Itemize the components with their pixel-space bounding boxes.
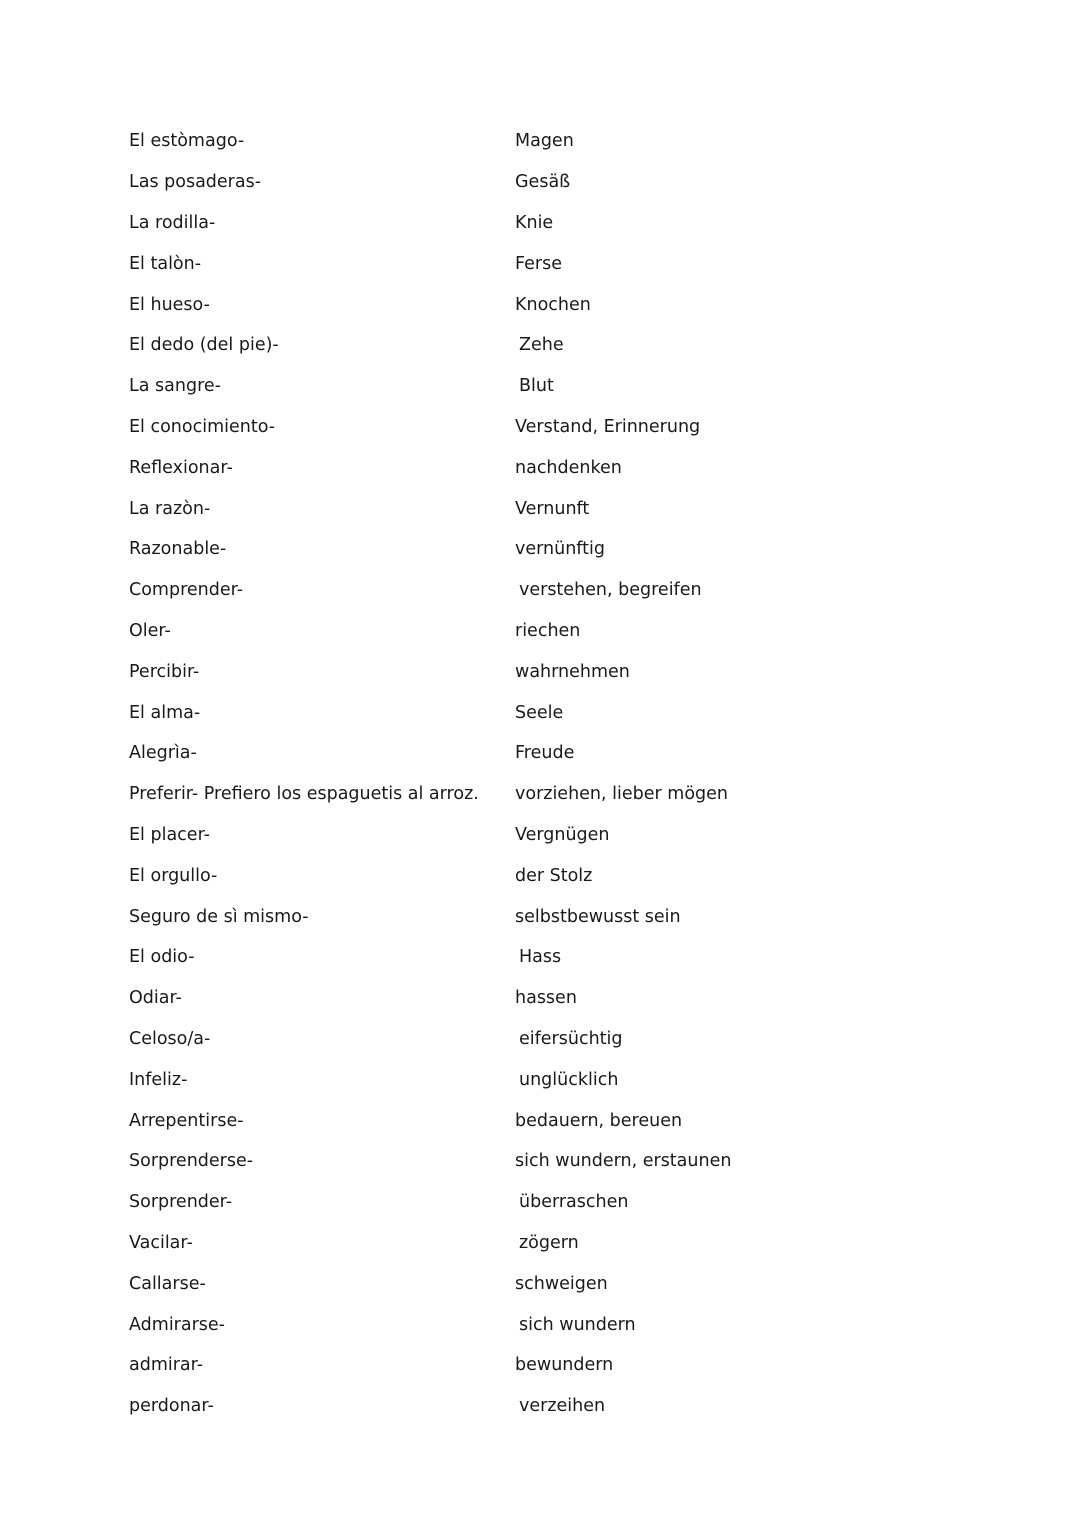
spanish-term: Sorprenderse- [129,1151,254,1172]
vocab-row [129,121,929,162]
vocab-row [129,570,929,611]
vocab-row [129,733,929,774]
vocab-row [129,855,929,896]
vocab-row [129,611,929,652]
vocab-row [129,325,929,366]
german-translation: eifersüchtig [519,1028,623,1049]
spanish-term: La rodilla- [129,212,216,233]
german-translation: Freude [515,743,575,764]
spanish-term: La sangre- [129,376,221,397]
vocab-row [129,1223,929,1264]
vocab-row [129,896,929,937]
spanish-term: Razonable- [129,539,227,560]
german-translation: riechen [515,620,581,641]
german-translation: nachdenken [515,457,622,478]
german-translation: Ferse [515,253,562,274]
vocab-row [129,1019,929,1060]
vocab-row [129,284,929,325]
spanish-term: Reflexionar- [129,457,233,478]
vocab-row [129,1141,929,1182]
spanish-term: El hueso- [129,294,210,315]
vocab-row [129,447,929,488]
german-translation: schweigen [515,1273,608,1294]
spanish-term: El odio- [129,947,195,968]
vocab-row [129,407,929,448]
spanish-term: Admirarse- [129,1314,225,1335]
spanish-term: Percibir- [129,661,200,682]
german-translation: vernünftig [515,539,605,560]
spanish-term: El estòmago- [129,131,245,152]
vocab-row [129,1263,929,1304]
spanish-term: Comprender- [129,580,244,601]
spanish-term: El talòn- [129,253,202,274]
spanish-term: Alegrìa- [129,743,197,764]
german-translation: Seele [515,702,564,723]
vocab-row [129,1182,929,1223]
vocab-row [129,529,929,570]
german-translation: verstehen, begreifen [519,580,702,601]
vocab-row [129,488,929,529]
vocab-row [129,1059,929,1100]
vocab-row [129,692,929,733]
vocab-row [129,203,929,244]
german-translation: Magen [515,131,574,152]
spanish-term: Odiar- [129,988,182,1009]
german-translation: Knochen [515,294,591,315]
spanish-term: perdonar- [129,1396,214,1417]
spanish-term: admirar- [129,1355,204,1376]
german-translation: bedauern, bereuen [515,1110,683,1131]
german-translation: Knie [515,212,554,233]
german-translation: wahrnehmen [515,661,630,682]
spanish-term: El orgullo- [129,865,218,886]
german-translation: Hass [519,947,562,968]
vocab-row [129,651,929,692]
spanish-term: El dedo (del pie)- [129,335,279,356]
spanish-term: El conocimiento- [129,416,276,437]
german-translation: verzeihen [519,1396,606,1417]
german-translation: Verstand, Erinnerung [515,416,701,437]
spanish-term: Sorprender- [129,1192,233,1213]
spanish-term: Preferir- Prefiero los espaguetis al arroz. [129,784,479,805]
vocab-row [129,1345,929,1386]
spanish-term: Infeliz- [129,1069,188,1090]
spanish-term: Callarse- [129,1273,206,1294]
german-translation: zögern [519,1232,579,1253]
german-translation: bewundern [515,1355,614,1376]
german-translation: hassen [515,988,577,1009]
german-translation: der Stolz [515,865,593,886]
spanish-term: Vacilar- [129,1232,193,1253]
german-translation: Vernunft [515,498,590,519]
vocab-row [129,366,929,407]
vocab-row [129,1100,929,1141]
vocab-row [129,1386,929,1427]
spanish-term: La razòn- [129,498,211,519]
german-translation: Vergnügen [515,824,610,845]
german-translation: selbstbewusst sein [515,906,681,927]
german-translation: Gesäß [515,172,571,193]
german-translation: unglücklich [519,1069,619,1090]
german-translation: Blut [519,376,554,397]
german-translation: überraschen [519,1192,629,1213]
german-translation: vorziehen, lieber mögen [515,784,728,805]
vocab-row [129,162,929,203]
german-translation: sich wundern [519,1314,636,1335]
vocab-row [129,978,929,1019]
vocab-row [129,937,929,978]
spanish-term: Celoso/a- [129,1028,211,1049]
vocab-row [129,774,929,815]
spanish-term: Las posaderas- [129,172,262,193]
spanish-term: El alma- [129,702,201,723]
vocabulary-list [129,121,929,1427]
spanish-term: Oler- [129,620,171,641]
vocab-row [129,1304,929,1345]
spanish-term: El placer- [129,824,210,845]
spanish-term: Seguro de sì mismo- [129,906,309,927]
spanish-term: Arrepentirse- [129,1110,244,1131]
vocab-row [129,815,929,856]
german-translation: Zehe [519,335,564,356]
vocab-row [129,243,929,284]
german-translation: sich wundern, erstaunen [515,1151,732,1172]
